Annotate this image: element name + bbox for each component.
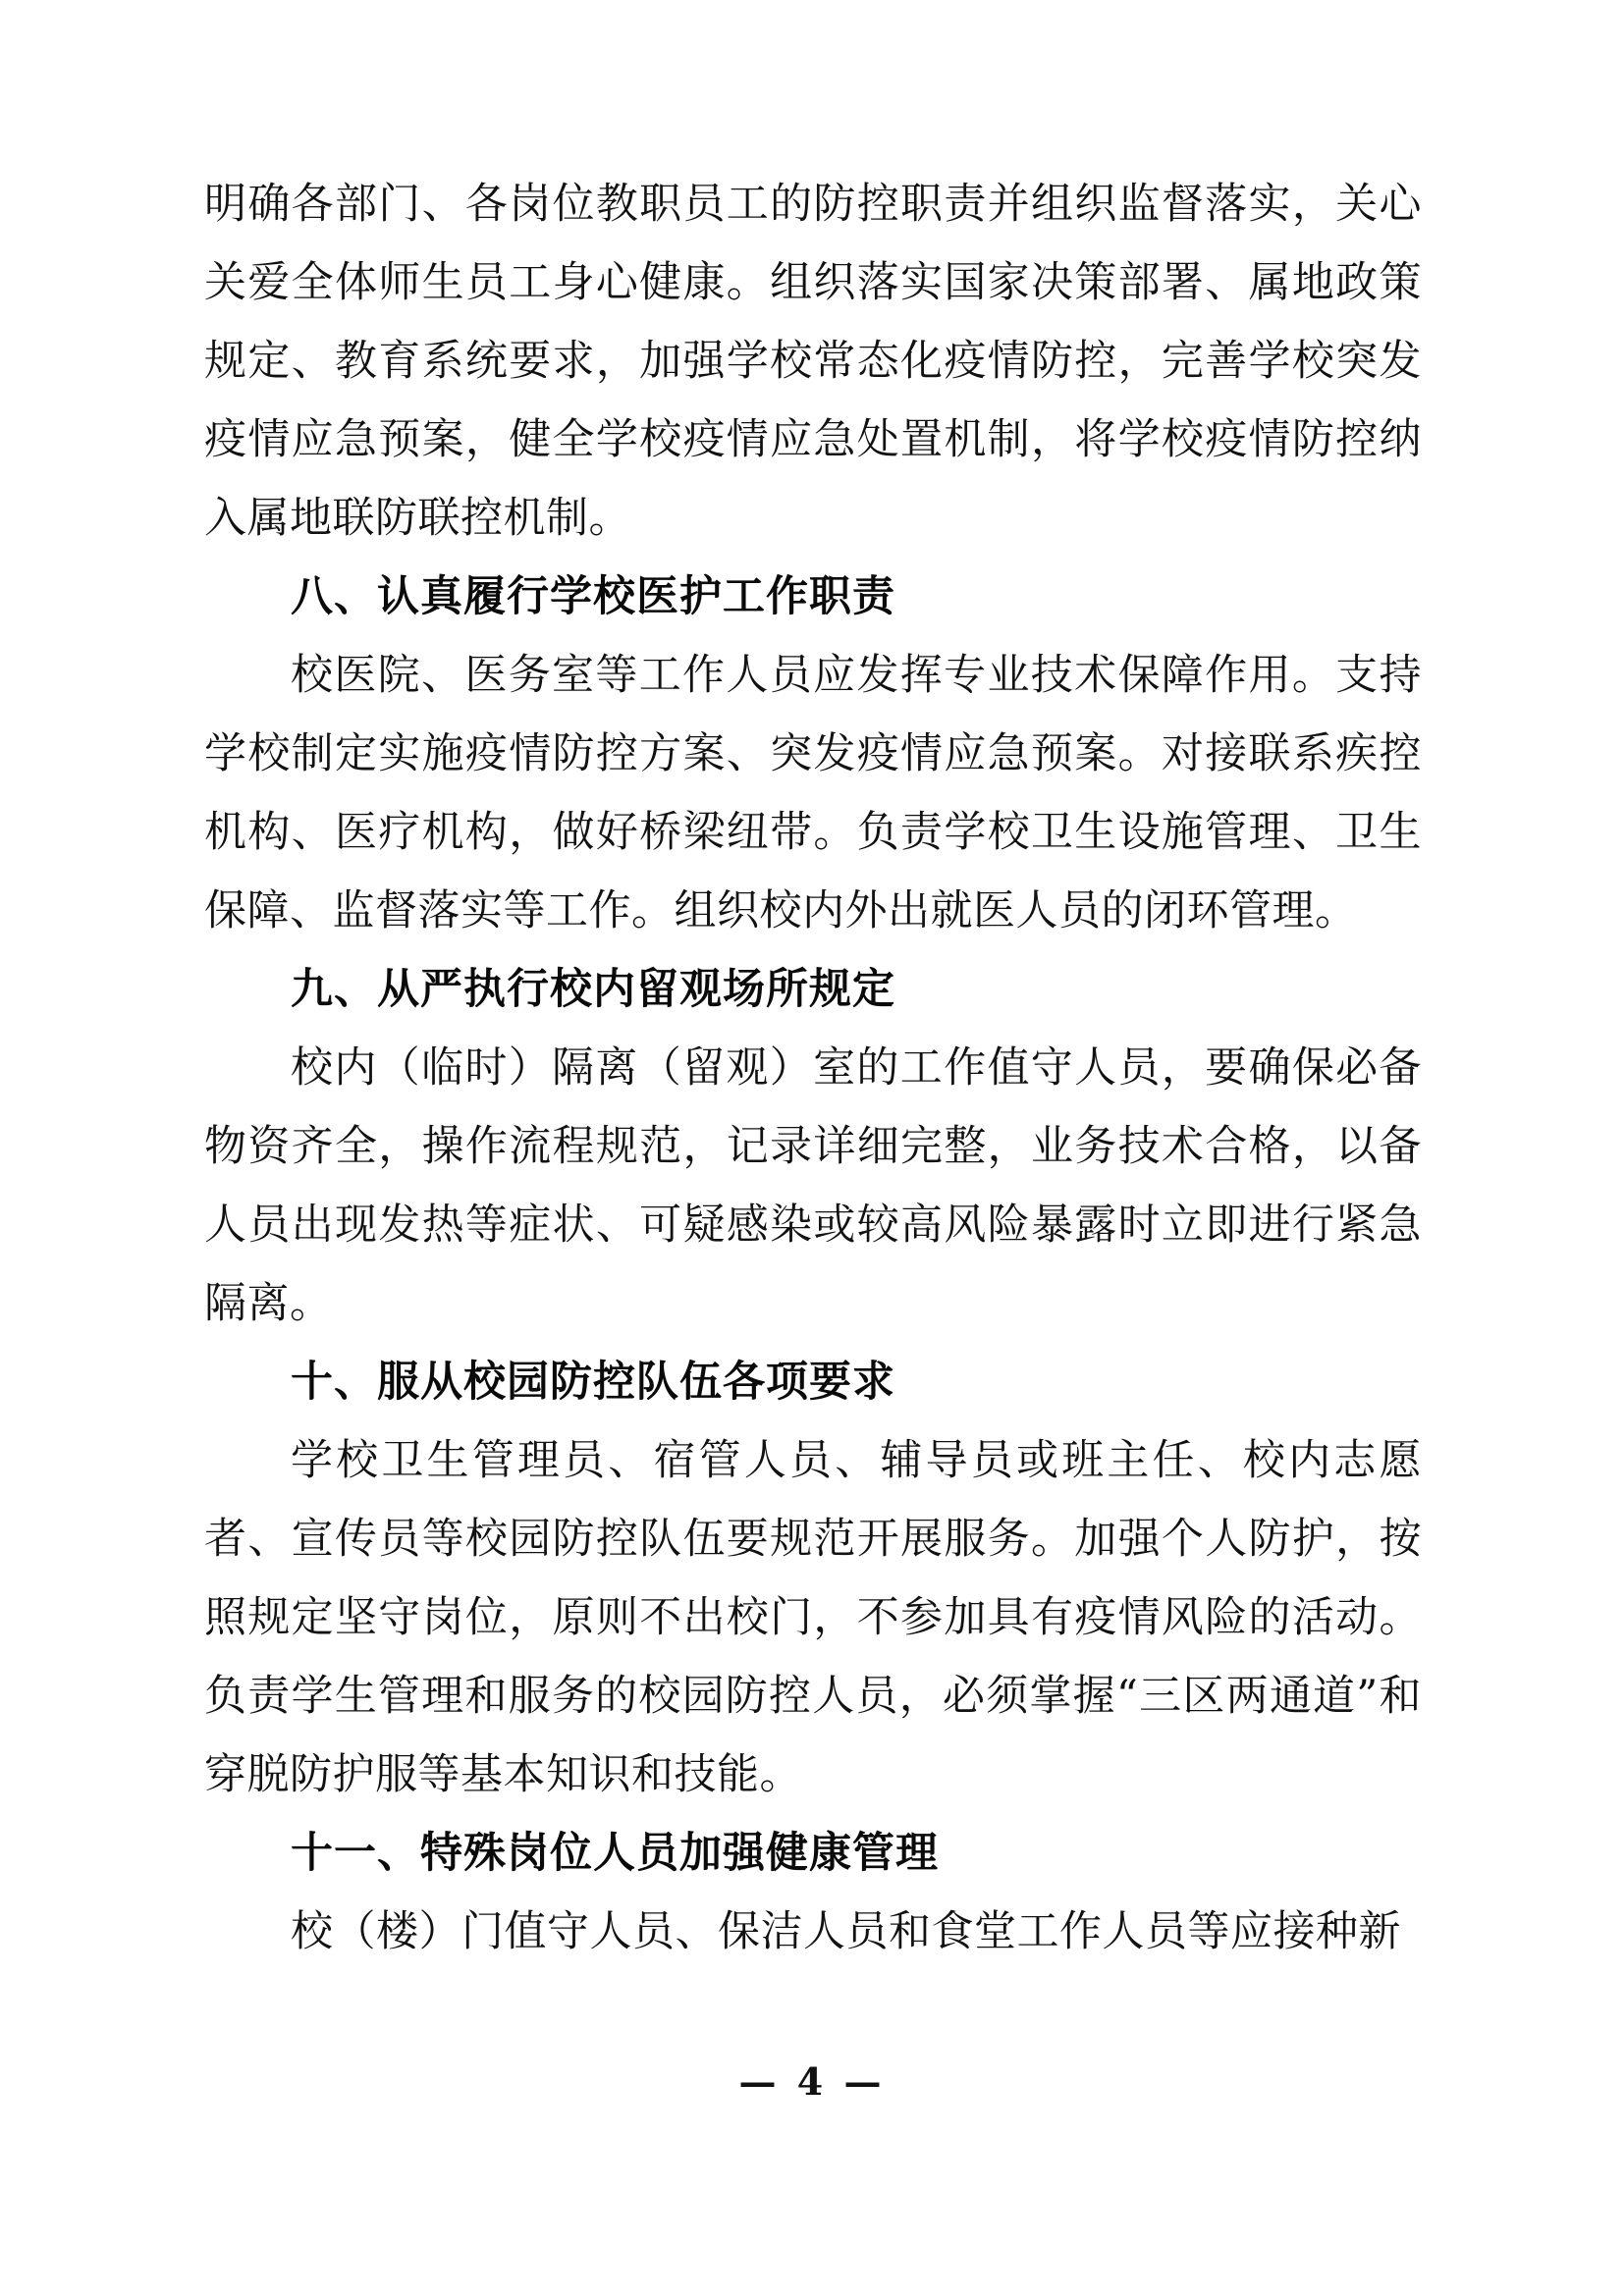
paragraph-section-eleven: 校（楼）门值守人员、保洁人员和食堂工作人员等应接种新 — [291, 1907, 1401, 1956]
page-body — [204, 165, 1422, 1971]
section-heading-eleven: 十一、特殊岗位人员加强健康管理 — [291, 1830, 939, 1877]
paragraph-section-nine: 校内（临时）隔离（留观）室的工作值守人员，要确保必备物资齐全，操作流程规范，记录详细完整，业务技术合格，以备人员出现发热等症状、可疑感染或较高风险暴露时立即进行紧急隔离。 — [204, 1043, 1422, 1328]
page-footer — [0, 2059, 1624, 2104]
section-heading-nine: 九、从严执行校内留观场所规定 — [291, 966, 895, 1013]
section-heading-ten: 十、服从校园防控队伍各项要求 — [291, 1359, 895, 1406]
paragraph-continued: 明确各部门、各岗位教职员工的防控职责并组织监督落实，关心关爱全体师生员工身心健康。组织落实国家决策部署、属地政策规定、教育系统要求，加强学校常态化疫情防控，完善学校突发疫情应急预案，健全学校疫情应急处置机制，将学校疫情防控纳入属地联防联控机制。 — [204, 180, 1422, 543]
paragraph-section-eight: 校医院、医务室等工作人员应发挥专业技术保障作用。支持学校制定实施疫情防控方案、突发疫情应急预案。对接联系疾控机构、医疗机构，做好桥梁纽带。负责学校卫生设施管理、卫生保障、监督落实等工作。组织校内外出就医人员的闭环管理。 — [204, 651, 1422, 935]
section-heading-eight: 八、认真履行学校医护工作职责 — [291, 573, 895, 620]
paragraph-section-ten: 学校卫生管理员、宿管人员、辅导员或班主任、校内志愿者、宣传员等校园防控队伍要规范开展服务。加强个人防护，按照规定坚守岗位，原则不出校门，不参加具有疫情风险的活动。负责学生管理和服务的校园防控人员，必须掌握“三区两通道”和穿脱防护服等基本知识和技能。 — [204, 1436, 1422, 1799]
page-number: — 4 — — [738, 2059, 886, 2104]
